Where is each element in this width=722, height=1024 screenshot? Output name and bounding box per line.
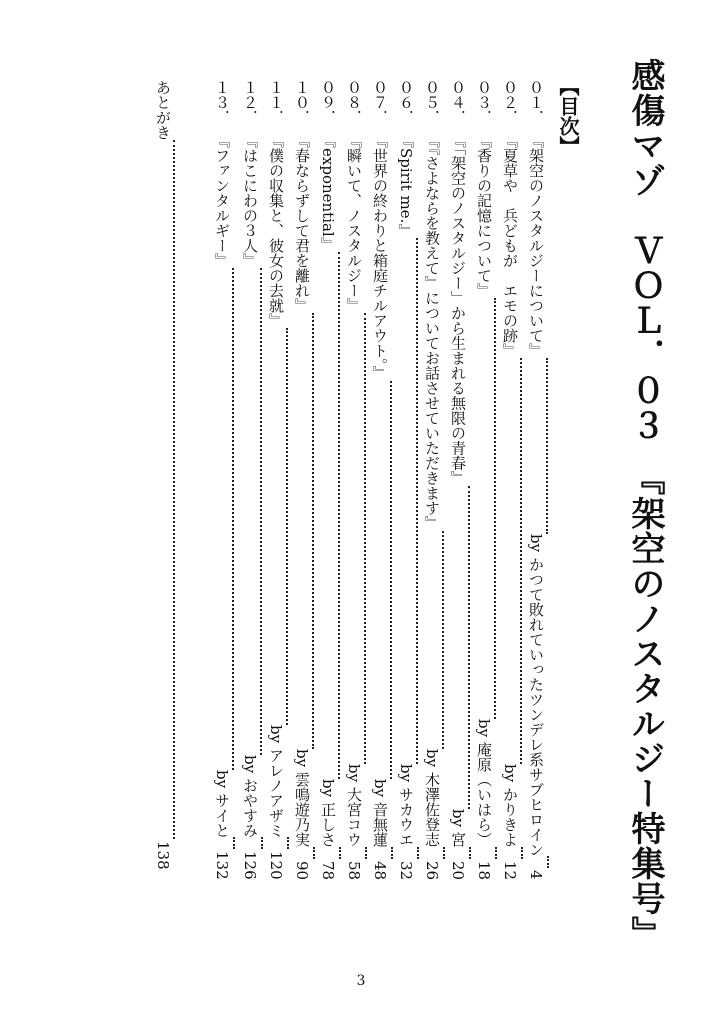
entry-page: 32: [397, 860, 415, 880]
entry-page: 78: [319, 860, 337, 880]
dot-leader: [219, 268, 234, 770]
entry-title: 『夏草や 兵どもが エモの跡』: [501, 133, 519, 358]
dot-leader: [274, 837, 289, 849]
entry-page: 48: [371, 860, 389, 880]
toc-entry[interactable]: [341, 80, 367, 880]
dot-leader: [507, 358, 522, 764]
entry-title: 『『さよならを教えて』についてお話させていただきます』: [423, 133, 441, 531]
entry-number: １３．: [213, 80, 231, 125]
page-title: 感傷マゾ ＶＯＬ．０３ 『架空のノスタルジー特集号』: [625, 58, 665, 951]
entry-number: ０６．: [397, 80, 415, 125]
entry-title: 『香りの記憶について』: [475, 133, 493, 298]
entry-page: 18: [475, 860, 493, 880]
entry-author: by 雲鳴遊乃実: [293, 749, 311, 847]
entry-title: 『架空のノスタルジーについて』: [527, 133, 545, 358]
dot-leader: [481, 298, 496, 719]
entry-author: by アレノアザミ: [267, 724, 285, 838]
dot-leader: [456, 847, 471, 859]
dot-leader: [429, 531, 444, 750]
entry-author: by 音無蓮: [371, 779, 389, 847]
toc-entry[interactable]: [497, 80, 523, 880]
dot-leader: [482, 847, 497, 859]
dot-leader: [403, 238, 418, 764]
dot-leader: [534, 856, 549, 868]
afterword-page: 138: [154, 841, 172, 870]
entry-author: by 宮: [449, 809, 467, 847]
entry-title: 『ファンタルギー』: [213, 133, 231, 268]
toc-entry[interactable]: [263, 80, 289, 880]
dot-leader: [404, 847, 419, 859]
dot-leader: [248, 837, 263, 849]
entry-author: by かりきよ: [501, 764, 519, 847]
entry-page: 58: [345, 860, 363, 880]
entry-page: 4: [527, 870, 545, 880]
entry-number: １２．: [241, 80, 259, 125]
dot-leader: [430, 847, 445, 859]
entry-title: 『瞬いて、ノスタルジー』: [345, 133, 363, 313]
entry-number: ０９．: [319, 80, 337, 125]
dot-leader: [247, 268, 262, 755]
toc-entry[interactable]: [471, 80, 497, 880]
entry-page: 12: [501, 860, 519, 880]
toc-entry[interactable]: [445, 80, 471, 880]
toc-entry[interactable]: [237, 80, 263, 880]
entry-title: 『はこにわの３人』: [241, 133, 259, 268]
toc-entry[interactable]: [523, 80, 549, 880]
entry-author: by 正しさ: [319, 779, 337, 847]
toc-entry[interactable]: [393, 80, 419, 880]
entry-title: 『春ならずして君を離れ』: [293, 133, 311, 313]
dot-leader: [326, 847, 341, 859]
entry-number: ０５．: [423, 80, 441, 125]
entry-title: 『exponential』: [319, 133, 337, 252]
entry-page: 90: [293, 860, 311, 880]
entry-page: 120: [267, 851, 285, 880]
dot-leader: [325, 252, 340, 779]
entry-number: ０４．: [449, 80, 467, 125]
dot-leader: [273, 328, 288, 725]
entry-author: by サイと: [213, 769, 231, 838]
entry-author: by 木澤佐登志: [423, 749, 441, 847]
dot-leader: [220, 837, 235, 849]
dot-leader: [508, 847, 523, 859]
entry-page: 132: [213, 851, 231, 880]
afterword-entry[interactable]: [150, 80, 176, 870]
entry-title: 『僕の収集と、彼女の去就』: [267, 133, 285, 328]
dot-leader: [378, 847, 393, 859]
dot-leader: [299, 313, 314, 749]
entry-author: by おやすみ: [241, 754, 259, 838]
dot-leader: [377, 381, 392, 780]
entry-number: ０７．: [371, 80, 389, 125]
entry-author: by かつて敗れていったツンデレ系サブヒロイン: [527, 533, 545, 857]
dot-leader: [351, 313, 366, 764]
entry-page: 20: [449, 860, 467, 880]
dot-leader: [455, 486, 470, 810]
entry-number: ０８．: [345, 80, 363, 125]
entry-number: １１．: [267, 80, 285, 125]
entry-author: by 庵原（いはら）: [475, 719, 493, 847]
entry-title: 『「架空のノスタルジー」から生まれる無限の青春』: [449, 133, 467, 486]
entry-page: 126: [241, 851, 259, 880]
entry-title: 『世界の終わりと箱庭チルアウト。』: [371, 133, 389, 381]
entry-title: 『Spirit me.』: [397, 133, 415, 239]
entry-number: ０２．: [501, 80, 519, 125]
page-number: 3: [356, 973, 366, 989]
entry-number: ０１．: [527, 80, 545, 125]
toc-entry[interactable]: [419, 80, 445, 880]
entry-page: 26: [423, 860, 441, 880]
dot-leader: [352, 847, 367, 859]
entry-number: １０．: [293, 80, 311, 125]
dot-leader: [300, 847, 315, 859]
toc-entry[interactable]: [209, 80, 235, 880]
entry-number: ０３．: [475, 80, 493, 125]
entry-author: by 大宮コウ: [345, 764, 363, 847]
toc-entry[interactable]: [367, 80, 393, 880]
toc-entry[interactable]: [289, 80, 315, 880]
dot-leader: [160, 140, 175, 839]
toc-entry[interactable]: [315, 80, 341, 880]
entry-author: by サカウエ: [397, 764, 415, 847]
toc-heading: 【目次】: [556, 76, 580, 156]
dot-leader: [533, 358, 548, 534]
afterword-title: あとがき: [154, 80, 172, 140]
